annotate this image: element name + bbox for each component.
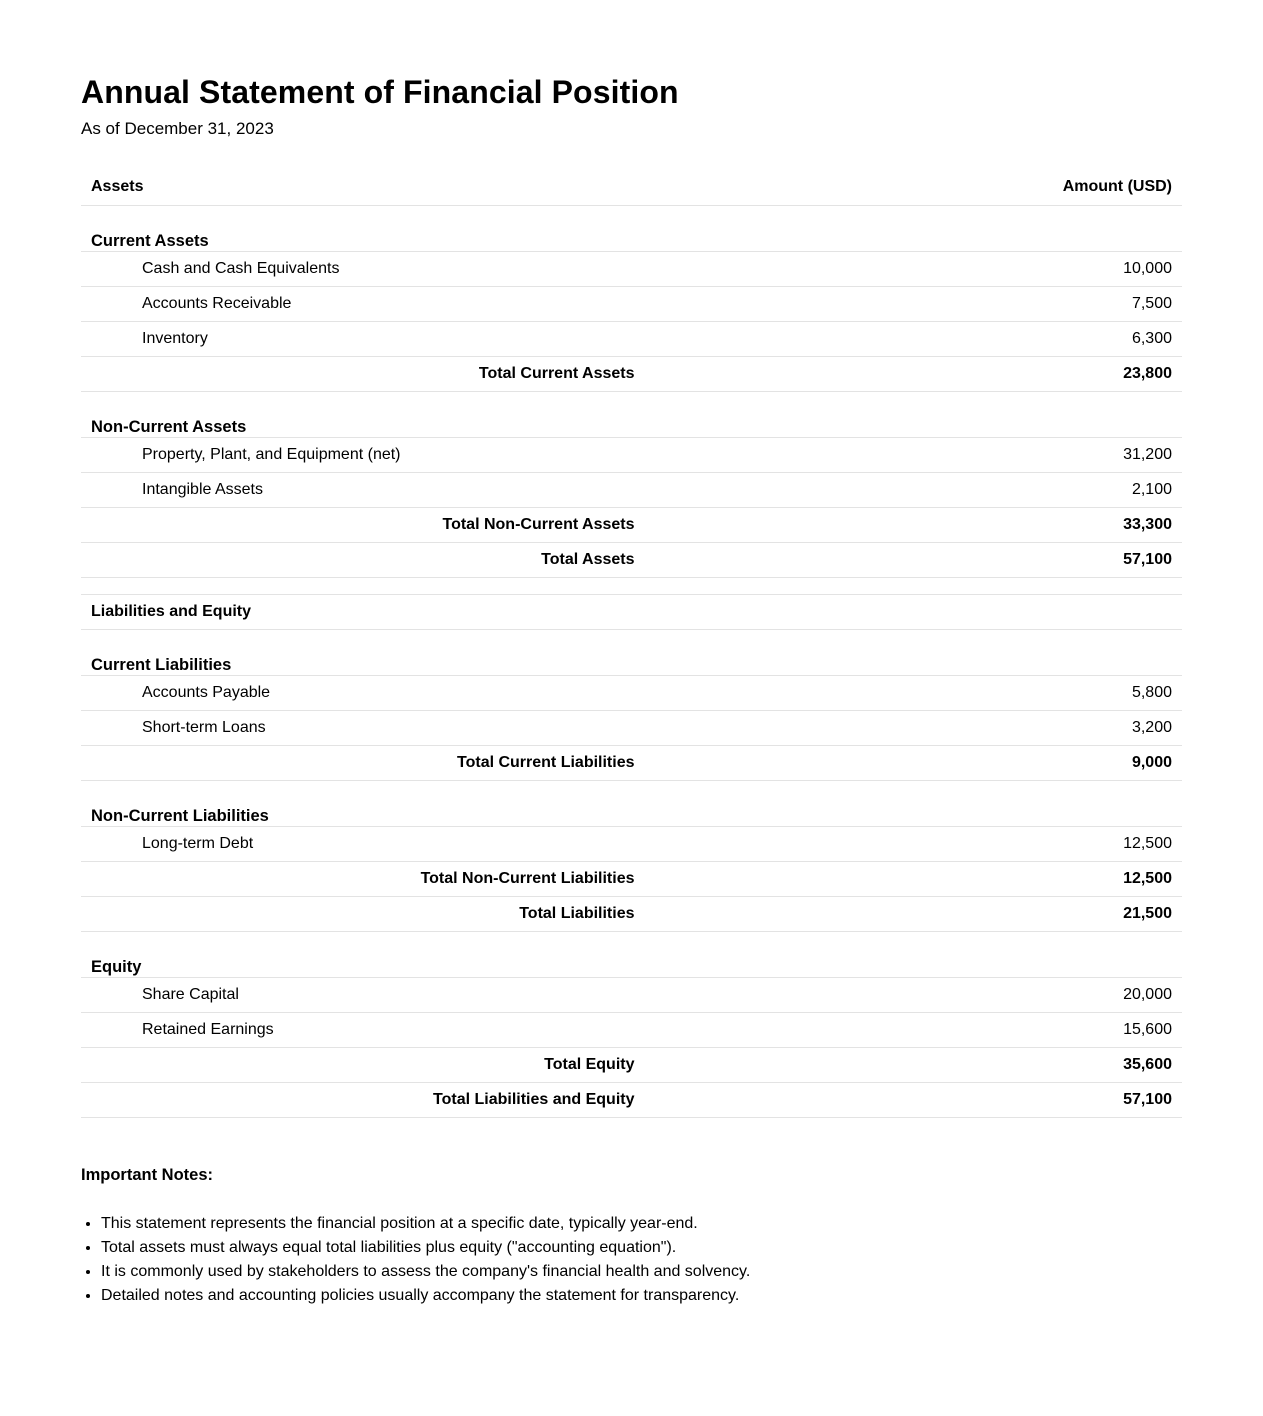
group-heading-row — [81, 595, 1182, 630]
subtotal-amount: 23,800 — [978, 357, 1183, 392]
item-amount: 20,000 — [978, 978, 1183, 1013]
item-amount: 3,200 — [978, 711, 1183, 746]
table-row — [81, 978, 1182, 1013]
subtotal-row — [81, 862, 1182, 897]
total-amount: 57,100 — [978, 1083, 1183, 1118]
item-label: Inventory — [81, 322, 978, 357]
section-row — [81, 932, 1182, 978]
item-amount: 2,100 — [978, 473, 1183, 508]
item-label: Short-term Loans — [81, 711, 978, 746]
subtotal-amount: 9,000 — [978, 746, 1183, 781]
table-row — [81, 827, 1182, 862]
item-label: Retained Earnings — [81, 1013, 978, 1048]
table-row — [81, 438, 1182, 473]
total-label: Total Liabilities and Equity — [81, 1083, 978, 1118]
item-amount: 12,500 — [978, 827, 1183, 862]
item-amount: 31,200 — [978, 438, 1183, 473]
total-amount: 57,100 — [978, 543, 1183, 578]
list-item: • This statement represents the financial position at a specific date, typically year-end. — [101, 1212, 1182, 1236]
section-row — [81, 206, 1182, 252]
item-amount: 7,500 — [978, 287, 1183, 322]
table-header-row — [81, 168, 1182, 206]
spacer-cell — [81, 578, 1182, 595]
section-heading: Current Assets — [81, 206, 1182, 252]
table-row — [81, 252, 1182, 287]
subtotal-label: Total Current Liabilities — [81, 746, 978, 781]
list-item: • It is commonly used by stakeholders to assess the company's financial health and solvency. — [101, 1260, 1182, 1284]
total-liabilities-equity-row — [81, 1083, 1182, 1118]
item-label: Intangible Assets — [81, 473, 978, 508]
item-label: Cash and Cash Equivalents — [81, 252, 978, 287]
column-header-amount: Amount (USD) — [978, 168, 1183, 206]
subtotal-label: Total Equity — [81, 1048, 978, 1083]
item-amount: 10,000 — [978, 252, 1183, 287]
list-item: • Detailed notes and accounting policies usually accompany the statement for transparency. — [101, 1284, 1182, 1308]
page-subtitle: As of December 31, 2023 — [81, 119, 274, 138]
item-label: Accounts Payable — [81, 676, 978, 711]
subtotal-label: Total Non-Current Liabilities — [81, 862, 978, 897]
total-amount: 21,500 — [978, 897, 1183, 932]
notes-section — [81, 1164, 1182, 1308]
table-row — [81, 473, 1182, 508]
section-heading: Equity — [81, 932, 1182, 978]
subtotal-row — [81, 746, 1182, 781]
section-row — [81, 392, 1182, 438]
subtotal-row — [81, 1048, 1182, 1083]
section-heading: Current Liabilities — [81, 630, 1182, 676]
total-assets-row — [81, 543, 1182, 578]
section-heading: Non-Current Assets — [81, 392, 1182, 438]
subtotal-row — [81, 357, 1182, 392]
subtotal-amount: 12,500 — [978, 862, 1183, 897]
table-row — [81, 287, 1182, 322]
total-label: Total Liabilities — [81, 897, 978, 932]
item-label: Accounts Receivable — [81, 287, 978, 322]
total-liabilities-row — [81, 897, 1182, 932]
item-label: Share Capital — [81, 978, 978, 1013]
table-row — [81, 322, 1182, 357]
column-header-label: Assets — [81, 168, 978, 206]
list-item: • Total assets must always equal total liabilities plus equity ("accounting equation"). — [101, 1236, 1182, 1260]
section-row — [81, 630, 1182, 676]
item-amount: 15,600 — [978, 1013, 1183, 1048]
table-row — [81, 1013, 1182, 1048]
spacer-row — [81, 578, 1182, 595]
item-amount: 6,300 — [978, 322, 1183, 357]
group-heading: Liabilities and Equity — [81, 595, 1182, 630]
item-label: Property, Plant, and Equipment (net) — [81, 438, 978, 473]
financial-position-table — [81, 168, 1182, 1118]
subtotal-label: Total Non-Current Assets — [81, 508, 978, 543]
item-amount: 5,800 — [978, 676, 1183, 711]
notes-list — [81, 1212, 1182, 1308]
total-label: Total Assets — [81, 543, 978, 578]
section-row — [81, 781, 1182, 827]
subtotal-amount: 35,600 — [978, 1048, 1183, 1083]
table-row — [81, 711, 1182, 746]
notes-heading: Important Notes: — [81, 1166, 213, 1184]
subtotal-amount: 33,300 — [978, 508, 1183, 543]
subtotal-label: Total Current Assets — [81, 357, 978, 392]
section-heading: Non-Current Liabilities — [81, 781, 1182, 827]
page-title: Annual Statement of Financial Position — [81, 74, 679, 110]
item-label: Long-term Debt — [81, 827, 978, 862]
table-row — [81, 676, 1182, 711]
subtotal-row — [81, 508, 1182, 543]
